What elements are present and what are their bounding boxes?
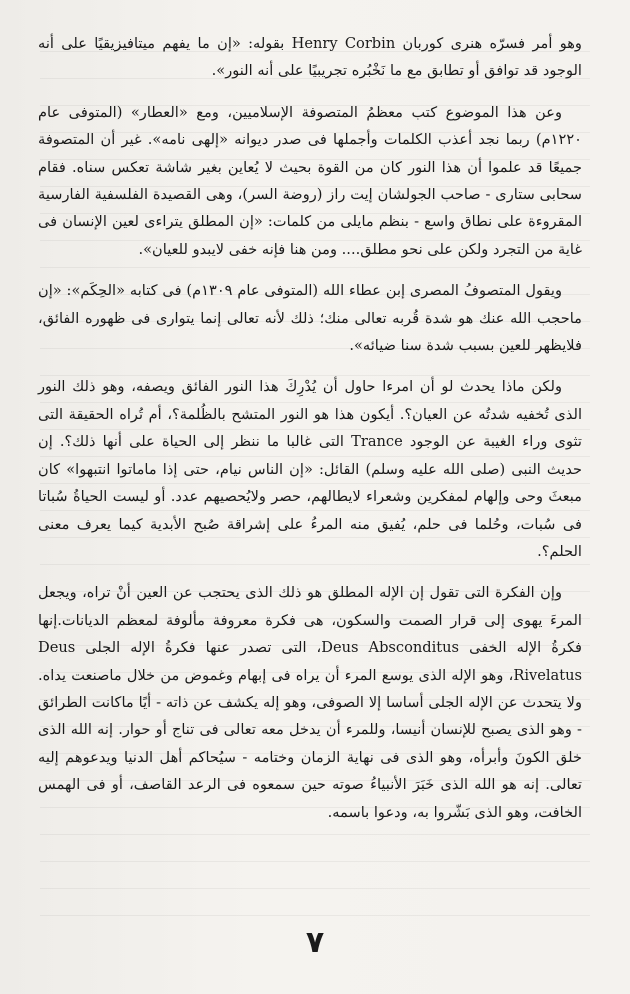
- body-text: [38, 30, 582, 826]
- page-number: ٧: [305, 925, 325, 960]
- paragraph: وإن الفكرة التى تقول إن الإله المطلق هو ذلك الذى يحتجب عن العين أنْ تراه، ويجعل المرءَ يهوى إلى قرار الصمت والسكون، هى فكرة معروفة مألوفة لمعظم الديانات.إنها فكرةُ الإله الخفى Deus Absconditus، التى تصدر عنها فكرةُ الإله الجلى Deus Rivelatus، وهو الإله الذى يوسع المرء أن يراه فى إبهام وغموض من خلال ماصنعت يداه. ولا يتحدث عن الإله الجلى أساسا إلا الصوفى، وهو إله يكشف عن ذاته - أيًا ماكانت الطرائق - وهو الذى يصبح للإنسان أنيسا، وللمرء أن يدخل معه تعالى فى تناج أو حوار. إنه الله الذى خلق الكونَ وأبرأه، وهو الذى فى نهاية الزمان وختامه - سيُحاكم أهل الدنيا ويدعوهم إليه تعالى. إنه هو الله الذى خَبَرَ الأنبياءُ صوته حين سمعوه فى الرعد القاصف، أو فى الهمس الخافت، وهو الذى بَشّروا به، ودعوا باسمه.: [38, 584, 583, 821]
- paragraph: وعن هذا الموضوع كتب معظمُ المتصوفة الإسلاميين، ومع «العطار» (المتوفى عام ١٢٢٠م) ربما نجد أعذب الكلمات وأجملها فى صدر ديوانه «إلهى نامه». غير أن المتصوفة جميعًا قد علموا أن هذا النور كان من القوة بحيث لا يُعاين بغير شاشة تعكس سناه. فقام سحابى ستارى - صاحب الجولشان إيت راز (روضة السر)، وهى القصيدة الفلسفية الفارسية المقروءة على نطاق واسع - بنظم مايلى من كلمات: «إن المطلق يتراءى لعين الإنسان فى غاية من التجرد ولكن على نحو مطلق.... ومن هنا فإنه خفى لايبدو للعيان».: [38, 103, 582, 258]
- paragraph: وهو أمر فسرّه هنرى كوربان Henry Corbin بقوله: «إن ما يفهم ميتافيزيقيًا على أنه الوجود قد توافق أو تطابق مع ما نَخْبُره تجريبيًا على أنه النور».: [38, 35, 582, 80]
- paragraph: ويقول المتصوفُ المصرى إبن عطاء الله (المتوفى عام ١٣٠٩م) فى كتابه «الحِكَم»: «إن ماحجب الله عنك هو شدة قُربه تعالى منك؛ ذلك لأنه تعالى إنما يتوارى فى ظهوره الفائق، فلايظهر للعين بسبب شدة سنا ضيائه».: [38, 282, 582, 355]
- paragraph: ولكن ماذا يحدث لو أن امرءا حاول أن يُدْرِكَ هذا النور الفائق ويصفه، وهو ذلك النور الذى تُخفيه شدتُه عن العيان؟. أيكون هذا هو النور المتشح بالظُلمة؟، أم تُراه الحقيقة التى تثوى وراء الغيبة عن الوجود Trance التى غالبا ما ننظر إلى الحياة على أنها ذلك؟. إن حديث النبى (صلى الله عليه وسلم) القائل: «إن الناس نيام، حتى إذا ماماتوا انتبهوا» كان مبعثَ وحى وإلهام لمفكرين وشعراء لايطالهم، حصر ولايُحصيهم عدد. أو ليست الحياةُ سُباتا فى سُبات، وحُلما فى حلم، يُفيق منه المرءُ على إشراقة صُبح الأبدية كيما يعرف معنى الحلم؟.: [38, 378, 582, 560]
